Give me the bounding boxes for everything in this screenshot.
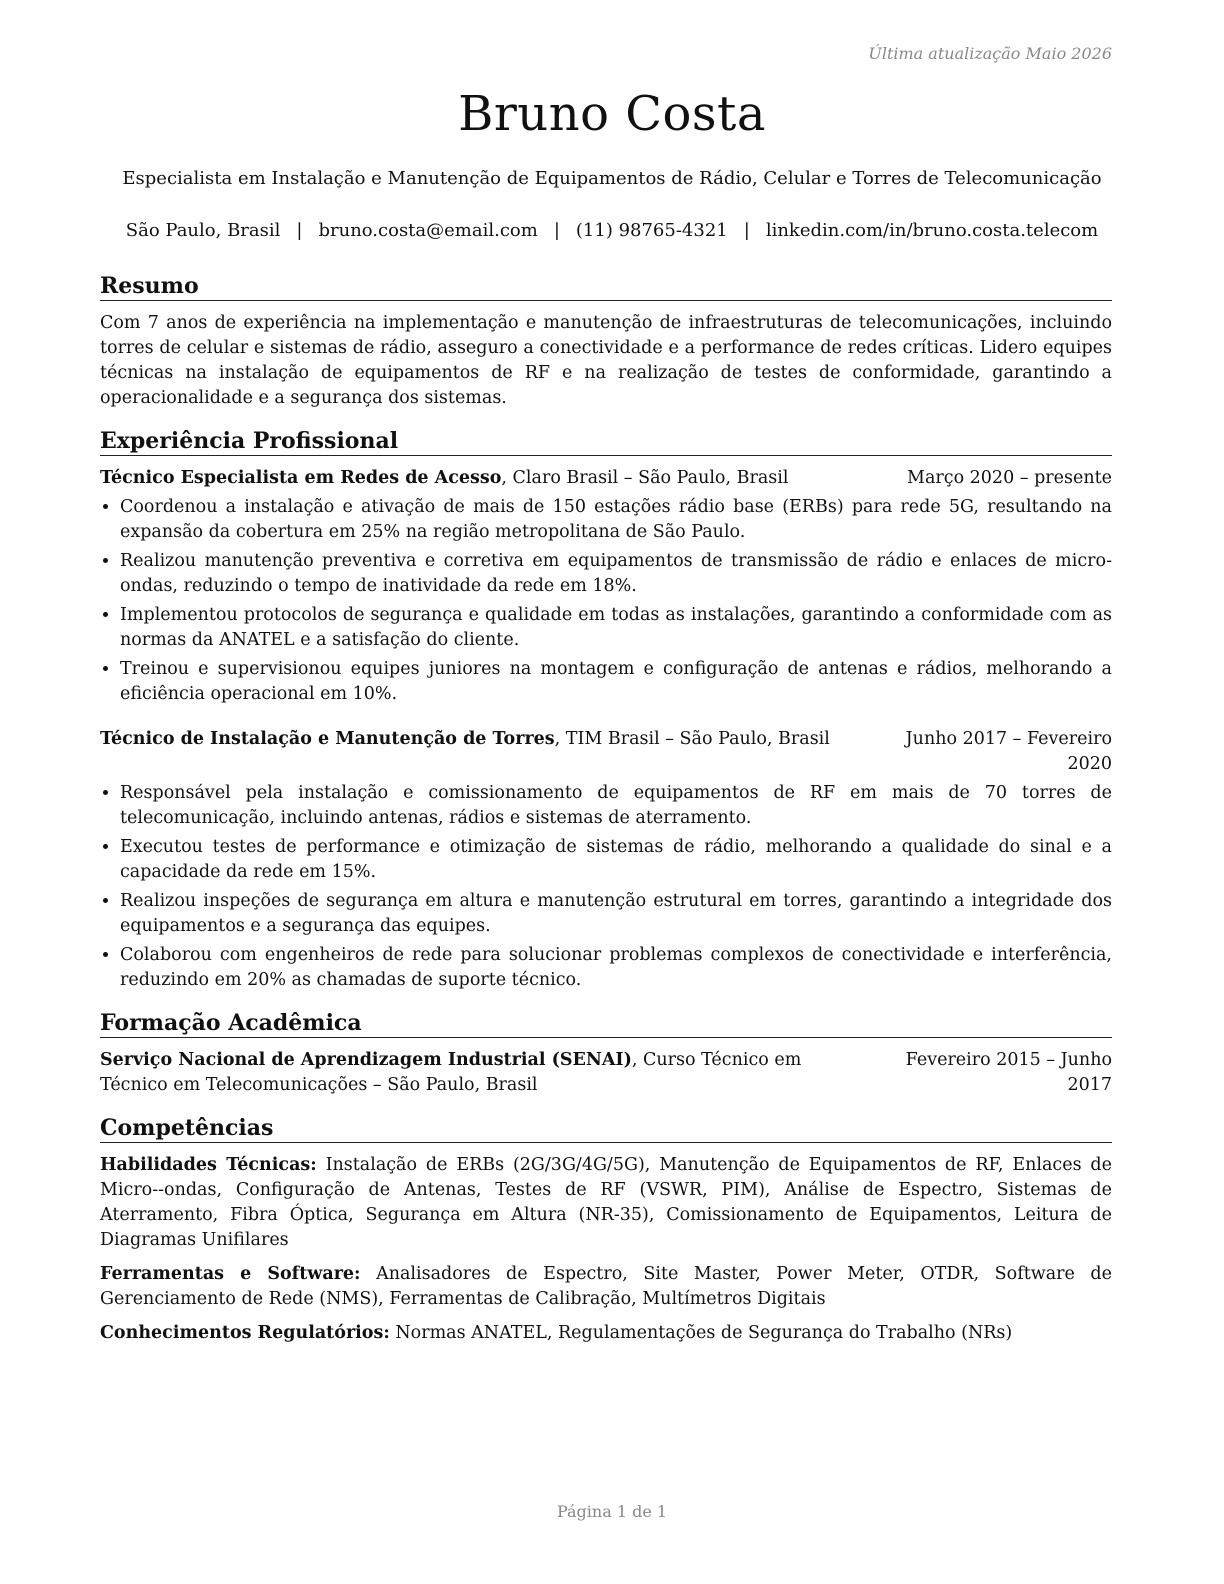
resume-content	[100, 272, 1112, 1362]
contact-linkedin[interactable]: linkedin.com/in/bruno.costa.telecom	[765, 220, 1099, 241]
skill-text: Instalação de ERBs (2G/3G/4G/5G), Manutenção de Equipamentos de RF, Enlaces de Micro--ondas, Configuração de Antenas, Testes de RF (VSWR, PIM), Análise de Espectro, Sistemas de Aterramento, Fibra Óptica, Segurança em Altura (NR-35), Comissionamento de Equipamentos, Leitura de Diagramas Unifilares	[100, 1155, 1112, 1250]
skill-row	[100, 1153, 1112, 1253]
last-updated: Última atualização Maio 2026	[868, 44, 1112, 63]
section-title-experience: Experiência Profissional	[100, 427, 1112, 456]
job-entry	[100, 727, 1112, 993]
skill-row	[100, 1262, 1112, 1312]
page-number: Página 1 de 1	[556, 1502, 668, 1521]
job-org: , Claro Brasil – São Paulo, Brasil	[501, 468, 789, 488]
list-item: • Realizou manutenção preventiva e corretiva em equipamentos de transmissão de rádio e enlaces de micro-ondas, reduzindo o tempo de inatividade da rede em 18%.	[120, 549, 1112, 599]
job-dates: Junho 2017 – Fevereiro 2020	[905, 729, 1112, 774]
separator: |	[743, 220, 750, 241]
section-title-summary: Resumo	[100, 272, 1112, 301]
list-item: • Realizou inspeções de segurança em altura e manutenção estrutural em torres, garantindo a integridade dos equipamentos e a segurança das equipes.	[120, 889, 1112, 939]
skill-label: Conhecimentos Regulatórios:	[100, 1323, 390, 1343]
list-item: • Treinou e supervisionou equipes juniores na montagem e configuração de antenas e rádios, melhorando a eficiência operacional em 10%.	[120, 657, 1112, 707]
skill-text: Normas ANATEL, Regulamentações de Segurança do Trabalho (NRs)	[389, 1323, 1013, 1343]
list-item: • Coordenou a instalação e ativação de mais de 150 estações rádio base (ERBs) para rede 5G, resultando na expansão da cobertura em 25% na região metropolitana de São Paulo.	[120, 495, 1112, 545]
education-section	[100, 1009, 1112, 1098]
job-bullets	[100, 495, 1112, 707]
summary-text: Com 7 anos de experiência na implementação e manutenção de infraestruturas de telecomunicações, incluindo torres de celular e sistemas de rádio, asseguro a conectividade e a performance de redes críticas. Lidero equipes técnicas na instalação de equipamentos de RF e na realização de testes de conformidade, garantindo a operacionalidade e a segurança dos sistemas.	[100, 313, 1112, 408]
skill-label: Ferramentas e Software:	[100, 1264, 361, 1284]
section-title-education: Formação Acadêmica	[100, 1009, 1112, 1038]
education-detail: , Curso Técnico em Técnico em Telecomunicações – São Paulo, Brasil	[100, 1050, 802, 1095]
job-org: , TIM Brasil – São Paulo, Brasil	[554, 729, 830, 749]
section-title-skills: Competências	[100, 1114, 1112, 1143]
summary-section	[100, 272, 1112, 411]
education-entry	[100, 1048, 1112, 1098]
job-role: Técnico Especialista em Redes de Acesso	[100, 468, 502, 488]
contact-phone: (11) 98765-4321	[575, 220, 728, 241]
skill-label: Habilidades Técnicas:	[100, 1155, 317, 1175]
job-entry	[100, 466, 1112, 707]
job-dates: Março 2020 – presente	[907, 468, 1112, 488]
contact-email[interactable]: bruno.costa@email.com	[318, 220, 538, 241]
job-bullets	[100, 781, 1112, 993]
contact-line	[0, 220, 1224, 241]
separator: |	[296, 220, 303, 241]
list-item: • Responsável pela instalação e comissionamento de equipamentos de RF em mais de 70 torres de telecomunicação, incluindo antenas, rádios e sistemas de aterramento.	[120, 781, 1112, 831]
candidate-headline: Especialista em Instalação e Manutenção de Equipamentos de Rádio, Celular e Torres de Telecomunicação	[122, 168, 1102, 189]
candidate-name: Bruno Costa	[458, 86, 766, 142]
education-dates: Fevereiro 2015 – Junho 2017	[905, 1050, 1112, 1095]
skill-text: Analisadores de Espectro, Site Master, Power Meter, OTDR, Software de Gerenciamento de Rede (NMS), Ferramentas de Calibração, Multímetros Digitais	[100, 1264, 1112, 1309]
list-item: • Colaborou com engenheiros de rede para solucionar problemas complexos de conectividade e interferência, reduzindo em 20% as chamadas de suporte técnico.	[120, 943, 1112, 993]
separator: |	[553, 220, 560, 241]
job-header	[100, 727, 1112, 777]
list-item: • Implementou protocolos de segurança e qualidade em todas as instalações, garantindo a conformidade com as normas da ANATEL e a satisfação do cliente.	[120, 603, 1112, 653]
list-item: • Executou testes de performance e otimização de sistemas de rádio, melhorando a qualidade do sinal e a capacidade da rede em 15%.	[120, 835, 1112, 885]
skill-row	[100, 1321, 1112, 1346]
education-institution: Serviço Nacional de Aprendizagem Industrial (SENAI)	[100, 1050, 632, 1070]
skills-section	[100, 1114, 1112, 1346]
job-header	[100, 466, 1112, 491]
job-role: Técnico de Instalação e Manutenção de Torres	[100, 729, 555, 749]
experience-section	[100, 427, 1112, 993]
contact-location: São Paulo, Brasil	[125, 220, 281, 241]
